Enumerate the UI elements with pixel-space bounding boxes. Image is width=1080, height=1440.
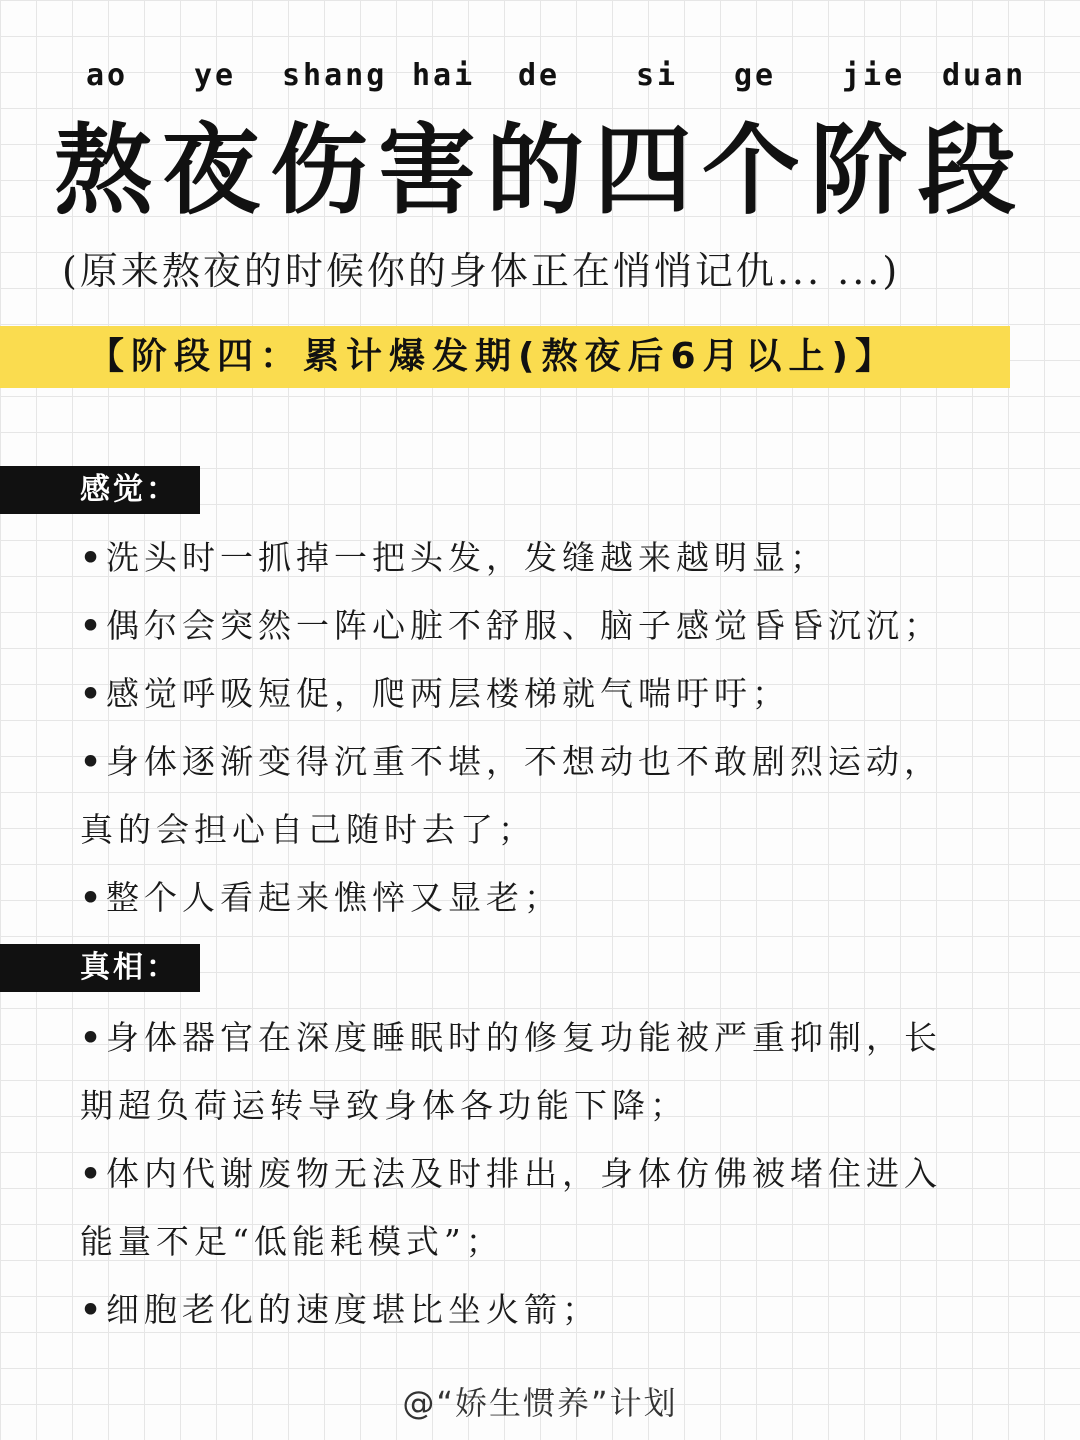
- list-item-continuation: [80, 1208, 1020, 1276]
- section-label-truth: 真相：: [0, 944, 200, 992]
- list-item-text: 身体逐渐变得沉重不堪，不想动也不敢剧烈运动，: [106, 742, 942, 781]
- section-label-feeling: 感觉：: [0, 466, 200, 514]
- feeling-list: [80, 524, 1020, 932]
- list-item: [80, 1004, 1020, 1072]
- pinyin-syllable: duan: [942, 58, 1027, 93]
- list-item: [80, 592, 1020, 660]
- truth-list: [80, 1004, 1020, 1344]
- list-item: [80, 864, 1020, 932]
- bullet-icon: •: [80, 1290, 107, 1329]
- list-item-text: 细胞老化的速度堪比坐火箭；: [106, 1290, 600, 1329]
- pinyin-syllable: si: [636, 58, 679, 93]
- list-item-text: 偶尔会突然一阵心脏不舒服、脑子感觉昏昏沉沉；: [106, 606, 942, 645]
- pinyin-syllable: ge: [734, 58, 777, 93]
- list-item: [80, 1140, 1020, 1208]
- bullet-icon: •: [80, 1154, 107, 1193]
- bullet-icon: •: [80, 538, 107, 577]
- bullet-icon: •: [80, 606, 107, 645]
- bullet-icon: •: [80, 1018, 107, 1057]
- list-item-text: 感觉呼吸短促，爬两层楼梯就气喘吁吁；: [106, 674, 790, 713]
- list-item: [80, 524, 1020, 592]
- bullet-icon: •: [80, 674, 107, 713]
- list-item-text: 整个人看起来憔悴又显老；: [106, 878, 562, 917]
- pinyin-syllable: de: [518, 58, 561, 93]
- footer-credit: @“娇生惯养”计划: [402, 1384, 678, 1422]
- list-item: [80, 1276, 1020, 1344]
- list-item-text: 身体器官在深度睡眠时的修复功能被严重抑制，长: [106, 1018, 942, 1057]
- bullet-icon: •: [80, 878, 107, 917]
- list-item-text: 洗头时一抓掉一把头发，发缝越来越明显；: [106, 538, 828, 577]
- pinyin-syllable: ao: [86, 58, 129, 93]
- pinyin-row: [0, 58, 1080, 98]
- pinyin-syllable: jie: [842, 58, 906, 93]
- list-item-continuation: [80, 1072, 1020, 1140]
- stage-banner-text: 【阶段四：累计爆发期(熬夜后6月以上)】: [88, 336, 898, 377]
- pinyin-syllable: ye: [194, 58, 237, 93]
- list-item: [80, 728, 1020, 796]
- list-item-text: 期超负荷运转导致身体各功能下降；: [80, 1086, 688, 1125]
- bullet-icon: •: [80, 742, 107, 781]
- pinyin-syllable: shang: [282, 58, 388, 93]
- pinyin-syllable: hai: [412, 58, 476, 93]
- list-item-text: 能量不足“低能耗模式”；: [80, 1222, 504, 1261]
- list-item: [80, 660, 1020, 728]
- page-title: 熬夜伤害的四个阶段: [53, 114, 1026, 228]
- list-item-continuation: [80, 796, 1020, 864]
- list-item-text: 真的会担心自己随时去了；: [80, 810, 536, 849]
- page-subtitle: (原来熬夜的时候你的身体正在悄悄记仇... ...): [62, 249, 901, 293]
- list-item-text: 体内代谢废物无法及时排出，身体仿佛被堵住进入: [106, 1154, 942, 1193]
